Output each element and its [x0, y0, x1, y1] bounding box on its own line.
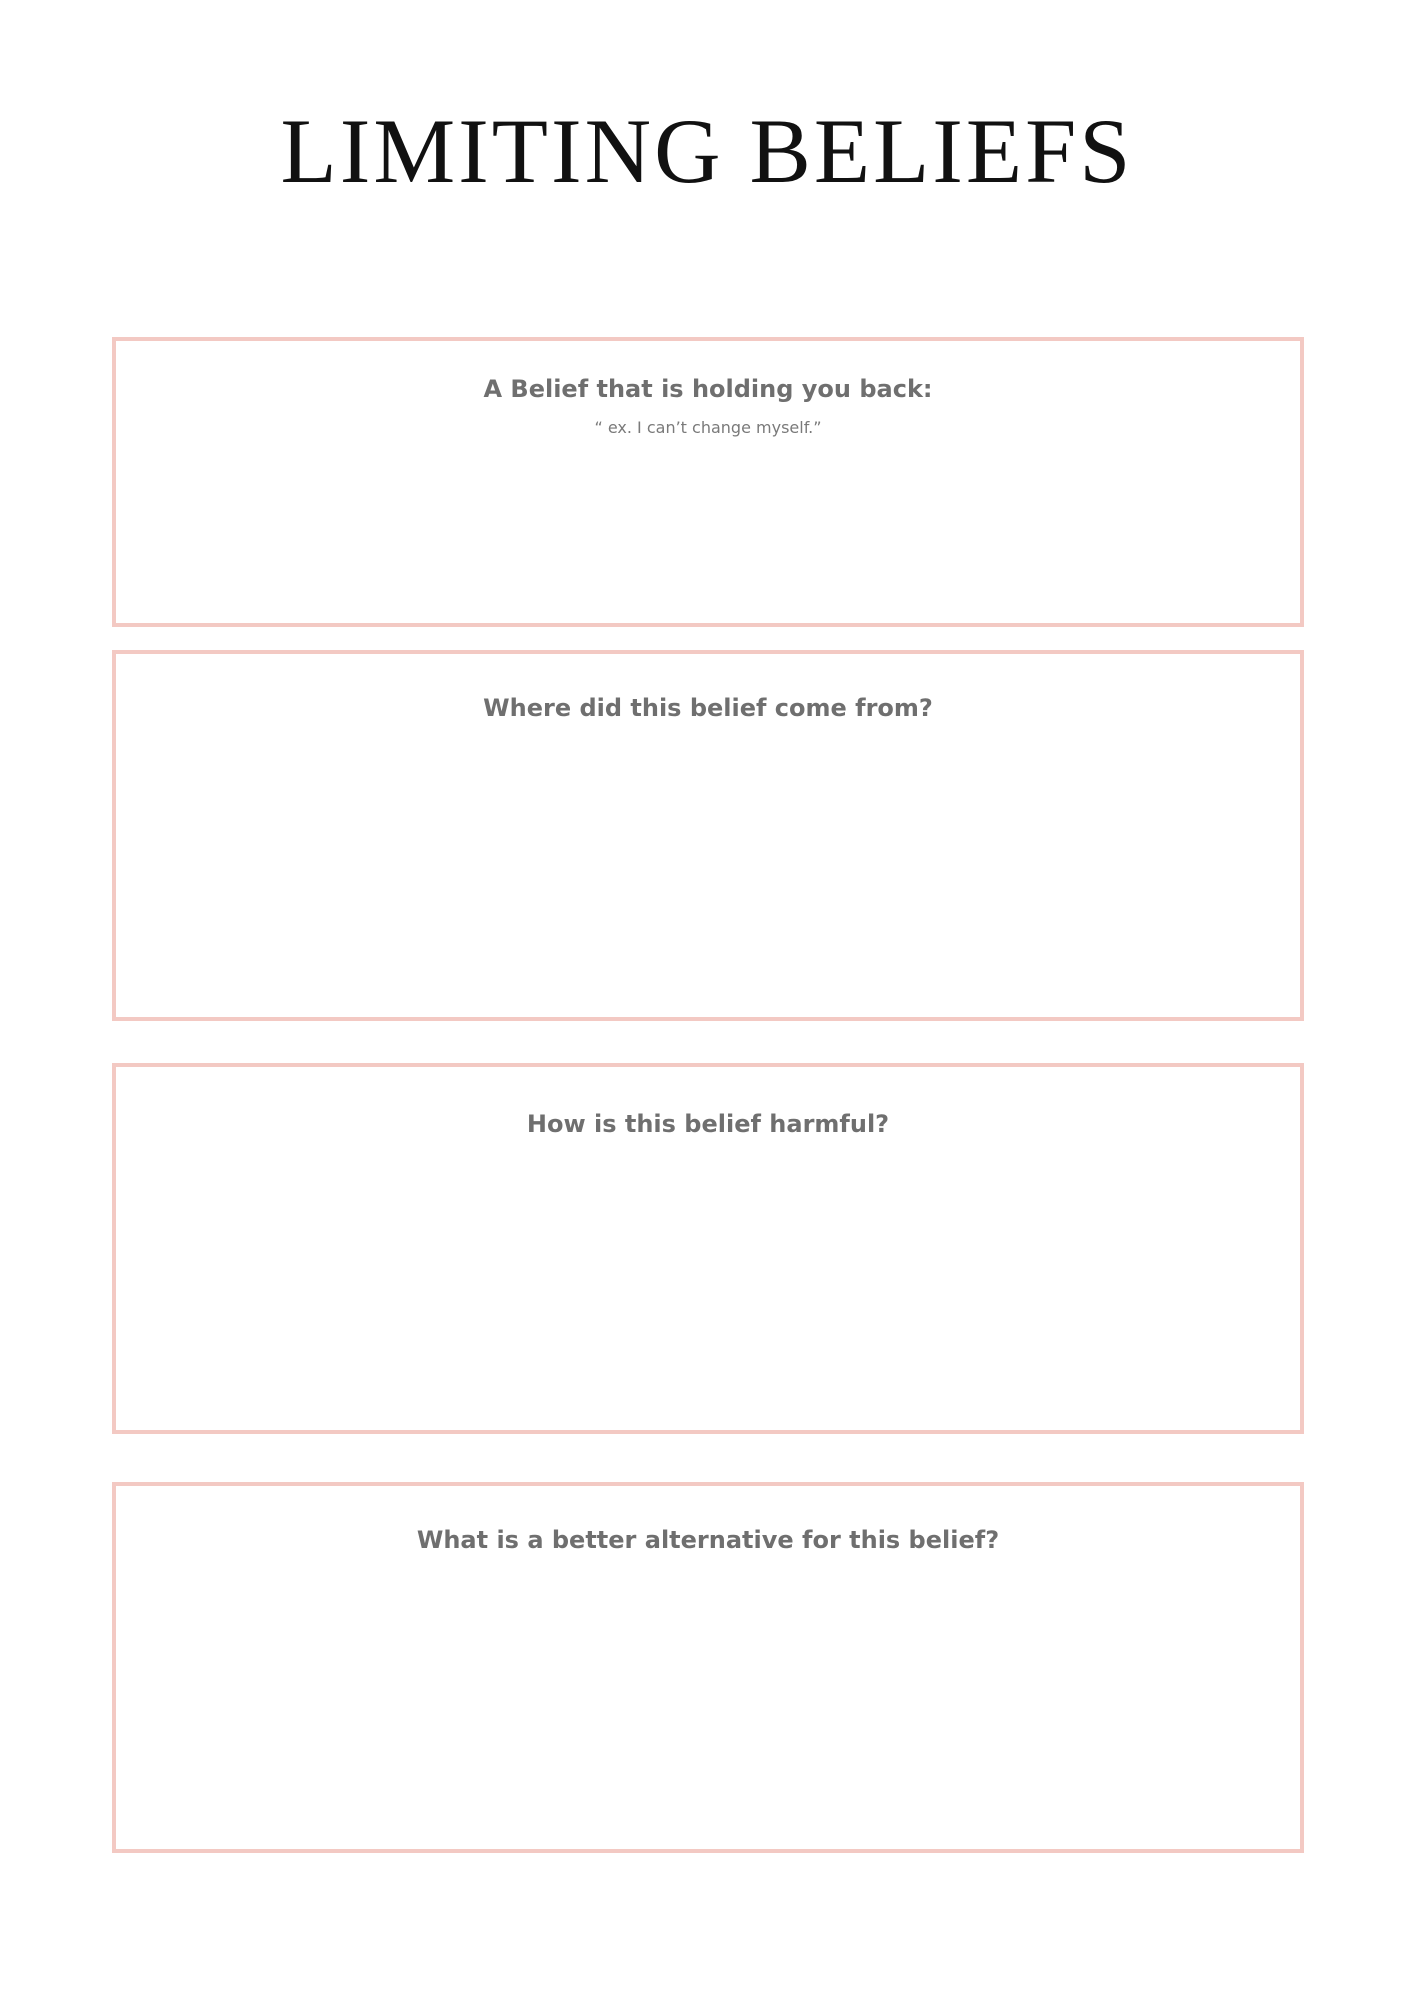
- belief-example: “ ex. I can’t change myself.”: [594, 418, 822, 437]
- origin-box: [112, 650, 1304, 1021]
- harm-writing-area[interactable]: [136, 1157, 1280, 1410]
- belief-box: [112, 337, 1304, 627]
- harm-prompt: How is this belief harmful?: [526, 1110, 890, 1138]
- origin-prompt: Where did this belief come from?: [483, 694, 933, 722]
- alternative-box: [112, 1482, 1304, 1853]
- alternative-writing-area[interactable]: [136, 1576, 1280, 1829]
- alternative-prompt: What is a better alternative for this belief?: [416, 1526, 1000, 1554]
- harm-box: [112, 1063, 1304, 1434]
- belief-writing-area[interactable]: [136, 451, 1280, 603]
- origin-writing-area[interactable]: [136, 744, 1280, 997]
- belief-prompt: A Belief that is holding you back:: [483, 375, 933, 403]
- page-title: LIMITING BELIEFS: [280, 100, 1134, 202]
